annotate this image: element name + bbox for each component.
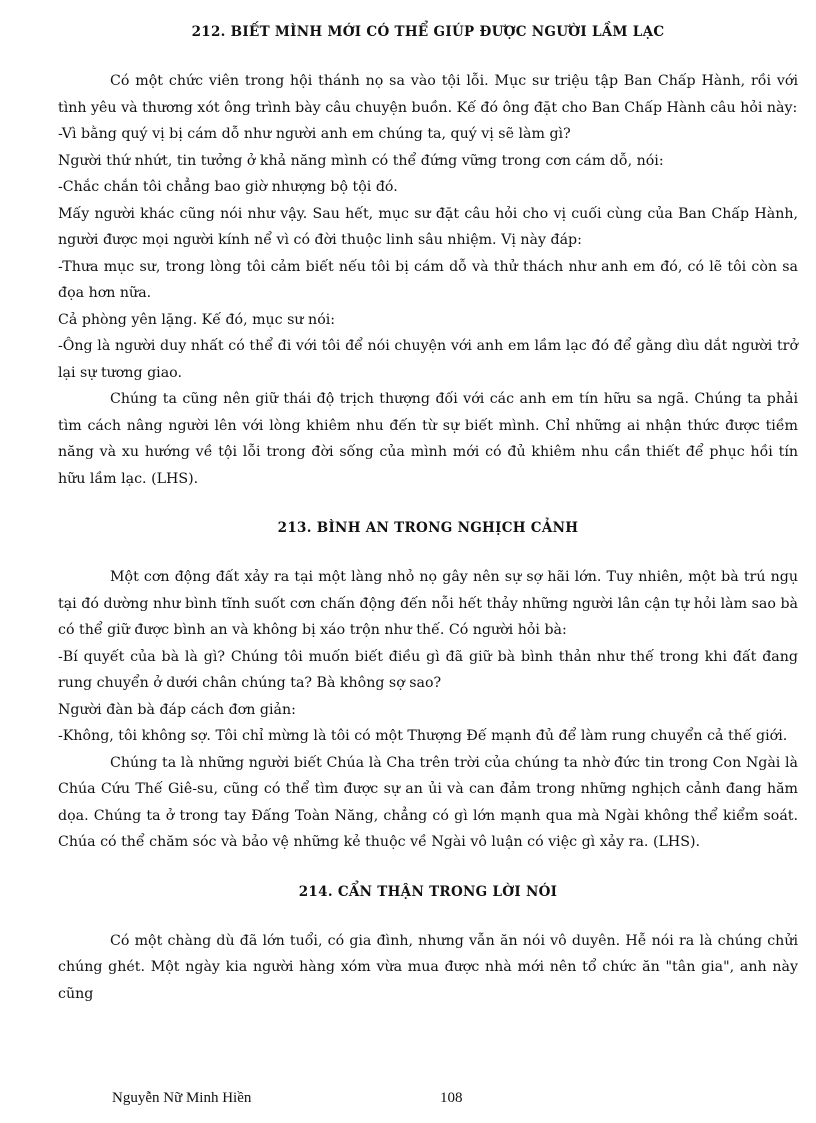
section-title-213: 213. BÌNH AN TRONG NGHỊCH CẢNH <box>277 520 579 536</box>
document-page <box>58 22 798 1007</box>
spacer <box>58 42 798 68</box>
page-number: 108 <box>440 1090 463 1106</box>
paragraph: Chúng ta là những người biết Chúa là Cha trên trời của chúng ta nhờ đức tin trong Con Ngài là Chúa Cứu Thế Giê-su, cũng có thể tìm được sự an ủi và can đảm trong những nghịch cảnh đang hăm dọa. Chúng ta ở trong tay Đấng Toàn Năng, chẳng có gì lớn mạnh qua mà Ngài không thể kiểm soát. Chúa có thể chăm sóc và bảo vệ những kẻ thuộc về Ngài vô luận có việc gì xảy ra. (LHS). <box>58 754 798 850</box>
section-title-214: 214. CẨN THẬN TRONG LỜI NÓI <box>298 883 558 900</box>
paragraph: Mấy người khác cũng nói như vậy. Sau hết, mục sư đặt câu hỏi cho vị cuối cùng của Ban Chấp Hành, người được mọi người kính nể vì có đời thuộc linh sâu nhiệm. Vị này đáp: <box>58 205 798 248</box>
paragraph: Người đàn bà đáp cách đơn giản: <box>58 701 296 718</box>
paragraph: -Không, tôi không sợ. Tôi chỉ mừng là tôi có một Thượng Đế mạnh đủ để làm rung chuyển cả thế giới. <box>58 728 788 744</box>
paragraph: Cả phòng yên lặng. Kế đó, mục sư nói: <box>58 311 336 328</box>
section-title-212: 212. BIẾT MÌNH MỚI CÓ THỂ GIÚP ĐƯỢC NGƯỜI LẦM LẠC <box>191 24 665 40</box>
paragraph: Một cơn động đất xảy ra tại một làng nhỏ nọ gây nên sự sợ hãi lớn. Tuy nhiên, một bà trú ngụ tại đó dường như bình tĩnh suốt cơn chấn động đến nỗi hết thảy những người lân cận tự hỏi làm sao bà có thể giữ được bình an và không bị xáo trộn như thế. Có người hỏi bà: <box>58 569 798 638</box>
paragraph: Có một chàng dù đã lớn tuổi, có gia đình, nhưng vẫn ăn nói vô duyên. Hễ nói ra là chúng chửi chúng ghét. Một ngày kia người hàng xóm vừa mua được nhà mới nên tổ chức ăn "tân gia", anh này cũng <box>58 932 798 1002</box>
spacer <box>58 902 798 928</box>
paragraph: -Bí quyết của bà là gì? Chúng tôi muốn biết điều gì đã giữ bà bình thản như thế trong khi đất đang rung chuyển ở dưới chân chúng ta? Bà không sợ sao? <box>58 648 798 691</box>
paragraph: Người thứ nhứt, tin tưởng ở khả năng mình có thể đứng vững trong cơn cám dỗ, nói: <box>58 152 664 169</box>
paragraph: -Chắc chắn tôi chẳng bao giờ nhượng bộ tội đó. <box>58 179 398 195</box>
spacer <box>58 538 798 564</box>
spacer <box>58 856 798 882</box>
paragraph: Chúng ta cũng nên giữ thái độ trịch thượng đối với các anh em tín hữu sa ngã. Chúng ta phải tìm cách nâng người lên với lòng khiêm nhu đến từ sự biết mình. Chỉ những ai nhận thức được tiềm năng và xu hướng về tội lỗi trong đời sống của mình mới có đủ khiêm nhu cần thiết để phục hồi tín hữu lầm lạc. (LHS). <box>58 391 798 487</box>
spacer <box>58 492 798 518</box>
paragraph: Có một chức viên trong hội thánh nọ sa vào tội lỗi. Mục sư triệu tập Ban Chấp Hành, rồi với tình yêu và thương xót ông trình bày câu chuyện buồn. Kế đó ông đặt cho Ban Chấp Hành câu hỏi này: <box>58 73 798 116</box>
paragraph: -Ông là người duy nhất có thể đi với tôi để nói chuyện với anh em lầm lạc đó để gằng dìu dắt người trở lại sự tương giao. <box>58 338 798 381</box>
footer-author: Nguyễn Nữ Minh Hiền <box>112 1090 252 1106</box>
paragraph: -Vì bằng quý vị bị cám dỗ như người anh em chúng ta, quý vị sẽ làm gì? <box>58 126 571 142</box>
paragraph: -Thưa mục sư, trong lòng tôi cảm biết nếu tôi bị cám dỗ và thử thách như anh em đó, có lẽ tôi còn sa đọa hơn nữa. <box>58 258 798 301</box>
